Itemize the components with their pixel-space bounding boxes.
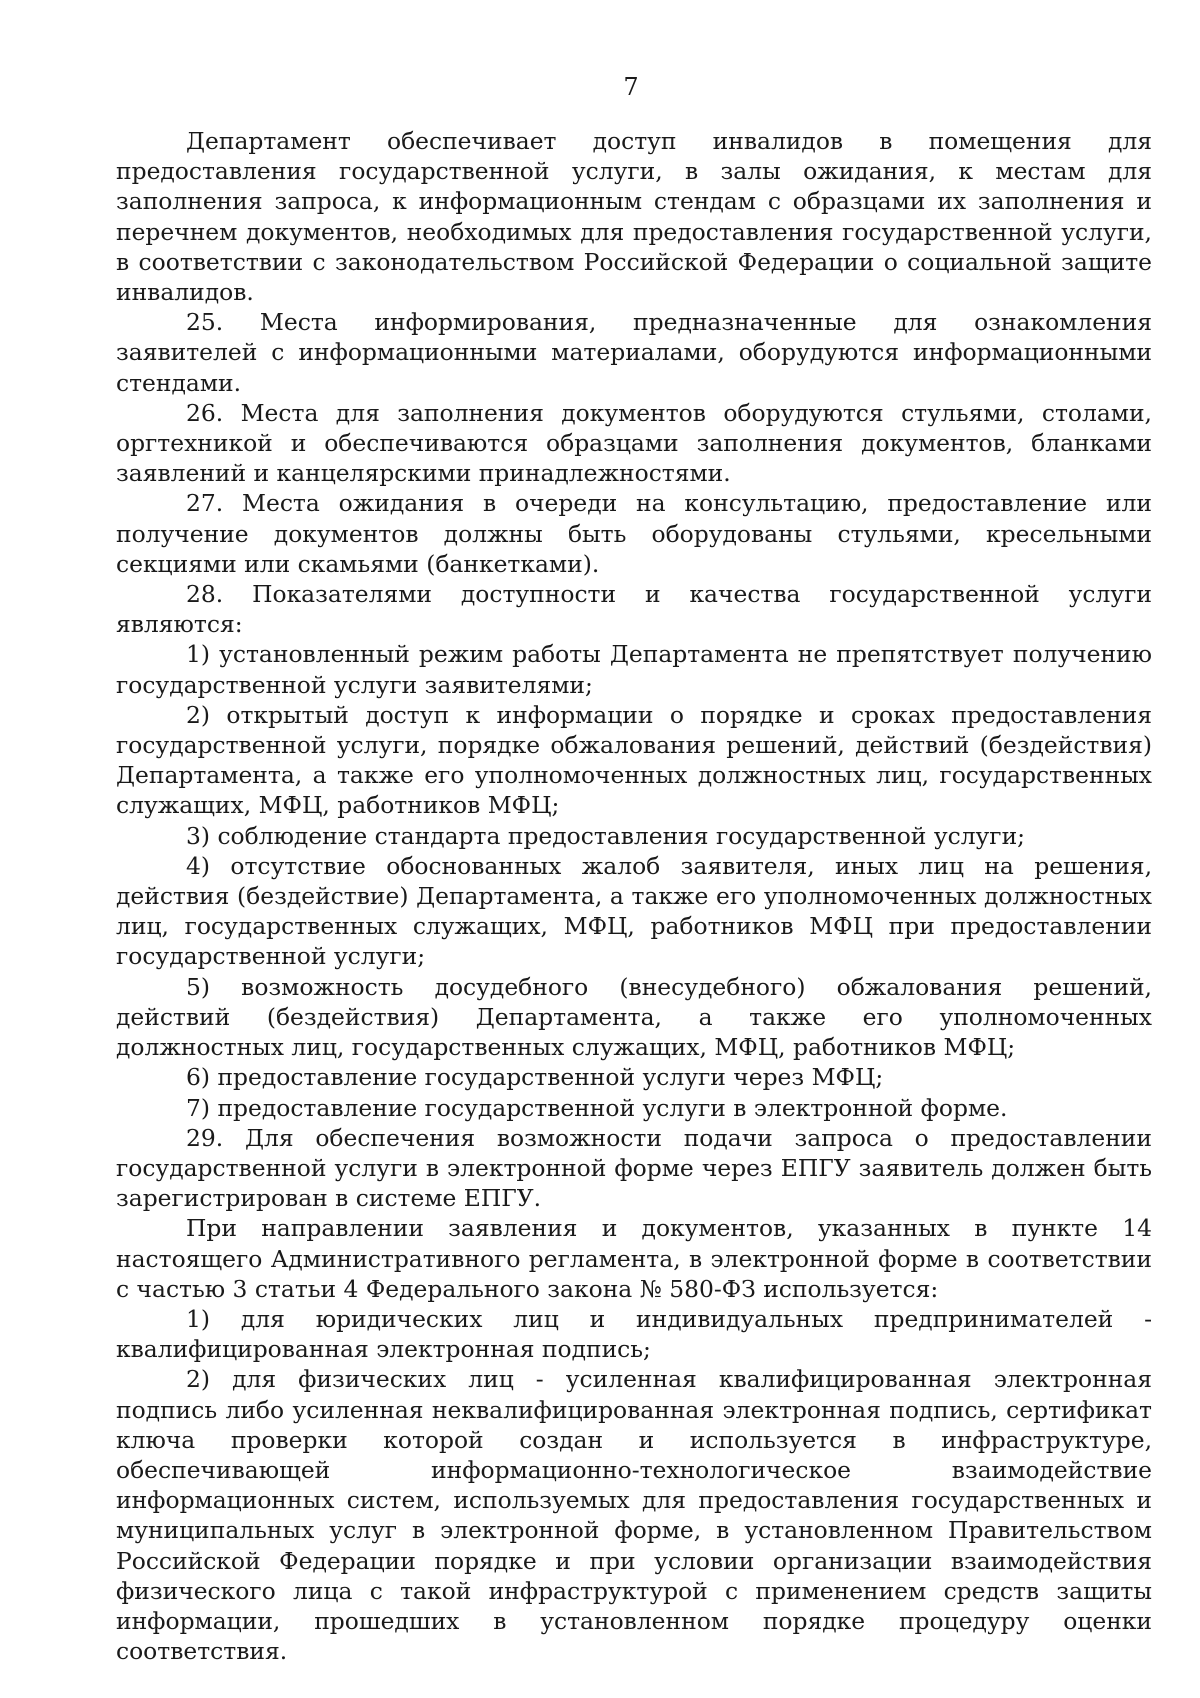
paragraph: 1) для юридических лиц и индивидуальных предпринимателей - квалифицированная электронная подпись; — [116, 1304, 1152, 1364]
paragraph: 29. Для обеспечения возможности подачи запроса о предоставлении государственной услуги в электронной форме через ЕПГУ заявитель должен быть зарегистрирован в системе ЕПГУ. — [116, 1123, 1152, 1213]
paragraph: 7) предоставление государственной услуги в электронной форме. — [186, 1093, 1008, 1122]
paragraph: 2) для физических лиц - усиленная квалифицированная электронная подпись либо усиленная неквалифицированная электронная подпись, сертификат ключа проверки которой создан и используется в инфраструктуре, обеспечивающей информационно-технологическое взаимодействие информационных систем, используемых для предоставления государственных и муниципальных услуг в электронной форме, в установленном Правительством Российской Федерации порядке и при условии организации взаимодействия физического лица с такой инфраструктурой с применением средств защиты информации, прошедших в установленном порядке процедуру оценки соответствия. — [116, 1365, 1152, 1666]
page-number: 7 — [623, 73, 639, 101]
paragraph: 5) возможность досудебного (внесудебного) обжалования решений, действий (бездействия) Департамента, а также его уполномоченных должностных лиц, государственных служащих, МФЦ, работников МФЦ; — [116, 972, 1152, 1062]
paragraph: 1) установленный режим работы Департамента не препятствует получению государственной услуги заявителями; — [116, 640, 1152, 699]
paragraph: При направлении заявления и документов, указанных в пункте 14 настоящего Административного регламента, в электронной форме в соответствии с частью 3 статьи 4 Федерального закона № 580-ФЗ используется: — [116, 1214, 1152, 1303]
paragraph: 4) отсутствие обоснованных жалоб заявителя, иных лиц на решения, действия (бездействие) Департамента, а также его уполномоченных должностных лиц, государственных служащих, МФЦ, работников МФЦ при предоставлении государственной услуги; — [116, 851, 1152, 971]
paragraph: 28. Показателями доступности и качества государственной услуги являются: — [116, 580, 1152, 639]
paragraph: 3) соблюдение стандарта предоставления государственной услуги; — [186, 821, 1026, 850]
paragraph: 26. Места для заполнения документов оборудуются стульями, столами, оргтехникой и обеспечиваются образцами заполнения документов, бланками заявлений и канцелярскими принадлежностями. — [116, 398, 1152, 488]
document-body — [116, 126, 1152, 1666]
paragraph: 2) открытый доступ к информации о порядке и сроках предоставления государственной услуги, порядке обжалования решений, действий (бездействия) Департамента, а также его уполномоченных должностных лиц, государственных служащих, МФЦ, работников МФЦ; — [116, 700, 1152, 820]
paragraph: 6) предоставление государственной услуги через МФЦ; — [186, 1063, 884, 1092]
paragraph: 25. Места информирования, предназначенные для ознакомления заявителей с информационными материалами, оборудуются информационными стендами. — [116, 308, 1152, 397]
paragraph: 27. Места ожидания в очереди на консультацию, предоставление или получение документов должны быть оборудованы стульями, кресельными секциями или скамьями (банкетками). — [116, 489, 1152, 578]
paragraph: Департамент обеспечивает доступ инвалидов в помещения для предоставления государственной услуги, в залы ожидания, к местам для заполнения запроса, к информационным стендам с образцами их заполнения и перечнем документов, необходимых для предоставления государственной услуги, в соответствии с законодательством Российской Федерации о социальной защите инвалидов. — [116, 127, 1152, 307]
